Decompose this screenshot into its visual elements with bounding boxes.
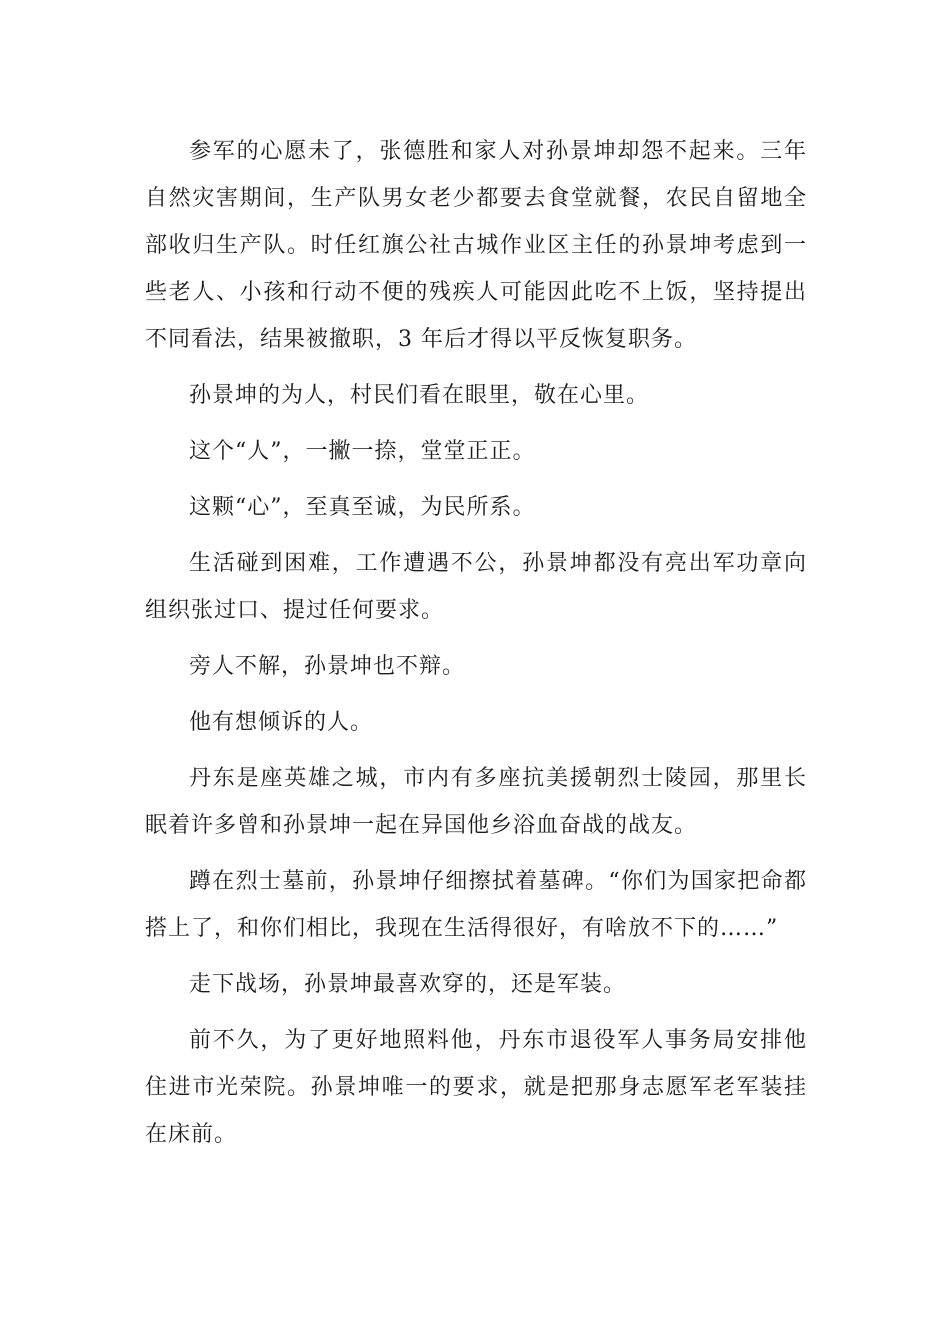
paragraph: 走下战场，孙景坤最喜欢穿的，还是军装。 [189,972,627,997]
paragraph: 这颗“心”，至真至诚，为民所系。 [189,495,536,520]
document-body [145,128,807,1167]
paragraph: 丹东是座英雄之城，市内有多座抗美援朝烈士陵园，那里长眠着许多曾和孙景坤一起在异国他乡浴血奋战的战友。 [145,766,807,838]
paragraph: 生活碰到困难，工作遭遇不公，孙景坤都没有亮出军功章向组织张过口、提过任何要求。 [145,551,807,623]
paragraph: 这个“人”，一撇一捺，堂堂正正。 [189,439,536,464]
paragraph: 孙景坤的为人，村民们看在眼里，敬在心里。 [189,383,650,408]
paragraph: 蹲在烈士墓前，孙景坤仔细擦拭着墓碑。“你们为国家把命都搭上了，和你们相比，我现在生活得很好，有啥放不下的……” [145,869,807,941]
paragraph: 旁人不解，孙景坤也不辩。 [189,654,466,679]
paragraph: 前不久，为了更好地照料他，丹东市退役军人事务局安排他住进市光荣院。孙景坤唯一的要求，就是把那身志愿军老军装挂在床前。 [145,1028,807,1147]
paragraph: 他有想倾诉的人。 [189,710,374,735]
paragraph: 参军的心愿未了，张德胜和家人对孙景坤却怨不起来。三年自然灾害期间，生产队男女老少都要去食堂就餐，农民自留地全部收归生产队。时任红旗公社古城作业区主任的孙景坤考虑到一些老人、小孩和行动不便的残疾人可能因此吃不上饭，坚持提出不同看法，结果被撤职，3 年后才得以平反恢复职务。 [145,139,807,352]
